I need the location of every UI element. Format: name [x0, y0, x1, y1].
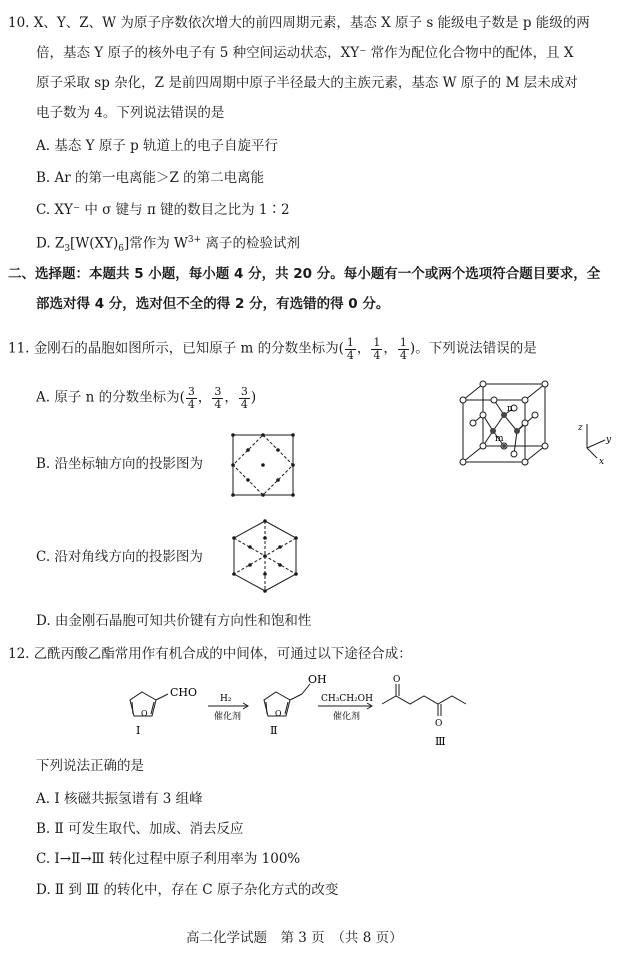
q11-option-c: C. 沿对角线方向的投影图为	[36, 549, 203, 565]
page-footer: 高二化学试题 第 3 页 （共 8 页）	[186, 930, 403, 946]
section-heading-line2: 部选对得 4 分，选对但不全的得 2 分，有选错的得 0 分。	[36, 296, 390, 312]
carbonyl-o-label-2: O	[435, 719, 443, 729]
reagent-ethanol: CH₃CH₂OH	[321, 694, 373, 704]
furan-o-label-ii: O	[275, 709, 282, 718]
diamond-unit-cell-figure	[455, 378, 555, 468]
reaction-scheme-figure	[120, 670, 520, 750]
carbonyl-o-label-1: O	[393, 675, 401, 685]
catalyst-label-2: 催化剂	[333, 712, 361, 722]
q12-option-c: C. Ⅰ→Ⅱ→Ⅲ 转化过程中原子利用率为 100%	[36, 851, 301, 867]
hexagon-projection-figure	[230, 518, 300, 594]
q12-prompt: 下列说法正确的是	[36, 758, 144, 774]
fraction-quarter: $\frac{1}{4}$	[373, 336, 381, 362]
fraction-three-quarters: $\frac{3}{4}$	[214, 385, 222, 411]
q10-stem-line4: 电子数为 4。下列说法错误的是	[36, 105, 225, 121]
q12-option-b: B. Ⅱ 可发生取代、加成、消去反应	[36, 821, 244, 837]
reagent-h2: H₂	[220, 694, 232, 704]
axis-label-x: x	[599, 457, 605, 467]
compound-label-iii: Ⅲ	[435, 735, 446, 748]
q10-option-d: D. $Z_3[W(XY)_6]$常作为 $W^{3+}$ 离子的检验试剂	[36, 235, 300, 255]
coordinate-axes-figure	[575, 418, 615, 468]
atom-label-m: m	[495, 434, 504, 444]
q11-stem: 11. 金刚石的晶胞如图所示，已知原子 m 的分数坐标为( $\frac{1}{4}$ ， $\frac{1}{4}$ ， $\frac{1}{4}$ )。下列说法错误的是	[8, 336, 537, 362]
q10-stem-line3: 原子采取 sp 杂化，Z 是前四周期中原子半径最大的主族元素，基态 W 原子的 M 层未成对	[36, 75, 578, 91]
fraction-quarter: $\frac{1}{4}$	[399, 336, 407, 362]
q10-stem-line1: 10. X、Y、Z、W 为原子序数依次增大的前四周期元素，基态 X 原子 s 能级电子数是 p 能级的两	[8, 15, 590, 31]
q10-option-a: A. 基态 Y 原子 p 轨道上的电子自旋平行	[36, 138, 279, 154]
q12-option-d: D. Ⅱ 到 Ⅲ 的转化中，存在 C 原子杂化方式的改变	[36, 882, 339, 898]
q10-stem-line2: 倍，基态 Y 原子的核外电子有 5 种空间运动状态，XY⁻ 常作为配位化合物中的配体，且 X	[36, 45, 574, 61]
fraction-quarter: $\frac{1}{4}$	[346, 336, 354, 362]
cho-label: CHO	[170, 686, 198, 699]
compound-label-i: Ⅰ	[136, 724, 141, 737]
axis-label-y: y	[606, 435, 612, 445]
compound-label-ii: Ⅱ	[270, 724, 278, 737]
fraction-three-quarters: $\frac{3}{4}$	[240, 385, 248, 411]
fraction-three-quarters: $\frac{3}{4}$	[187, 385, 195, 411]
atom-label-n: n	[507, 404, 513, 414]
q11-option-d: D. 由金刚石晶胞可知共价键有方向性和饱和性	[36, 613, 312, 629]
axis-label-z: z	[578, 423, 583, 433]
q11-option-a: A. 原子 n 的分数坐标为( $\frac{3}{4}$ ， $\frac{3}{4}$ ， $\frac{3}{4}$ )	[36, 385, 257, 411]
q10-option-c: C. XY⁻ 中 σ 键与 π 键的数目之比为 1∶2	[36, 202, 290, 218]
q12-stem: 12. 乙酰丙酸乙酯常用作有机合成的中间体，可通过以下途径合成：	[8, 646, 412, 662]
oh-label: OH	[308, 673, 327, 686]
furan-o-label-i: O	[141, 709, 148, 718]
section-heading-line1: 二、选择题：本题共 5 小题，每小题 4 分，共 20 分。每小题有一个或两个选项符合题目要求，全	[8, 266, 601, 282]
q10-option-b: B. Ar 的第一电离能＞Z 的第二电离能	[36, 170, 265, 186]
q11-option-b: B. 沿坐标轴方向的投影图为	[36, 456, 204, 472]
catalyst-label-1: 催化剂	[214, 712, 242, 722]
square-projection-figure	[230, 432, 296, 498]
q12-option-a: A. Ⅰ 核磁共振氢谱有 3 组峰	[36, 791, 203, 807]
